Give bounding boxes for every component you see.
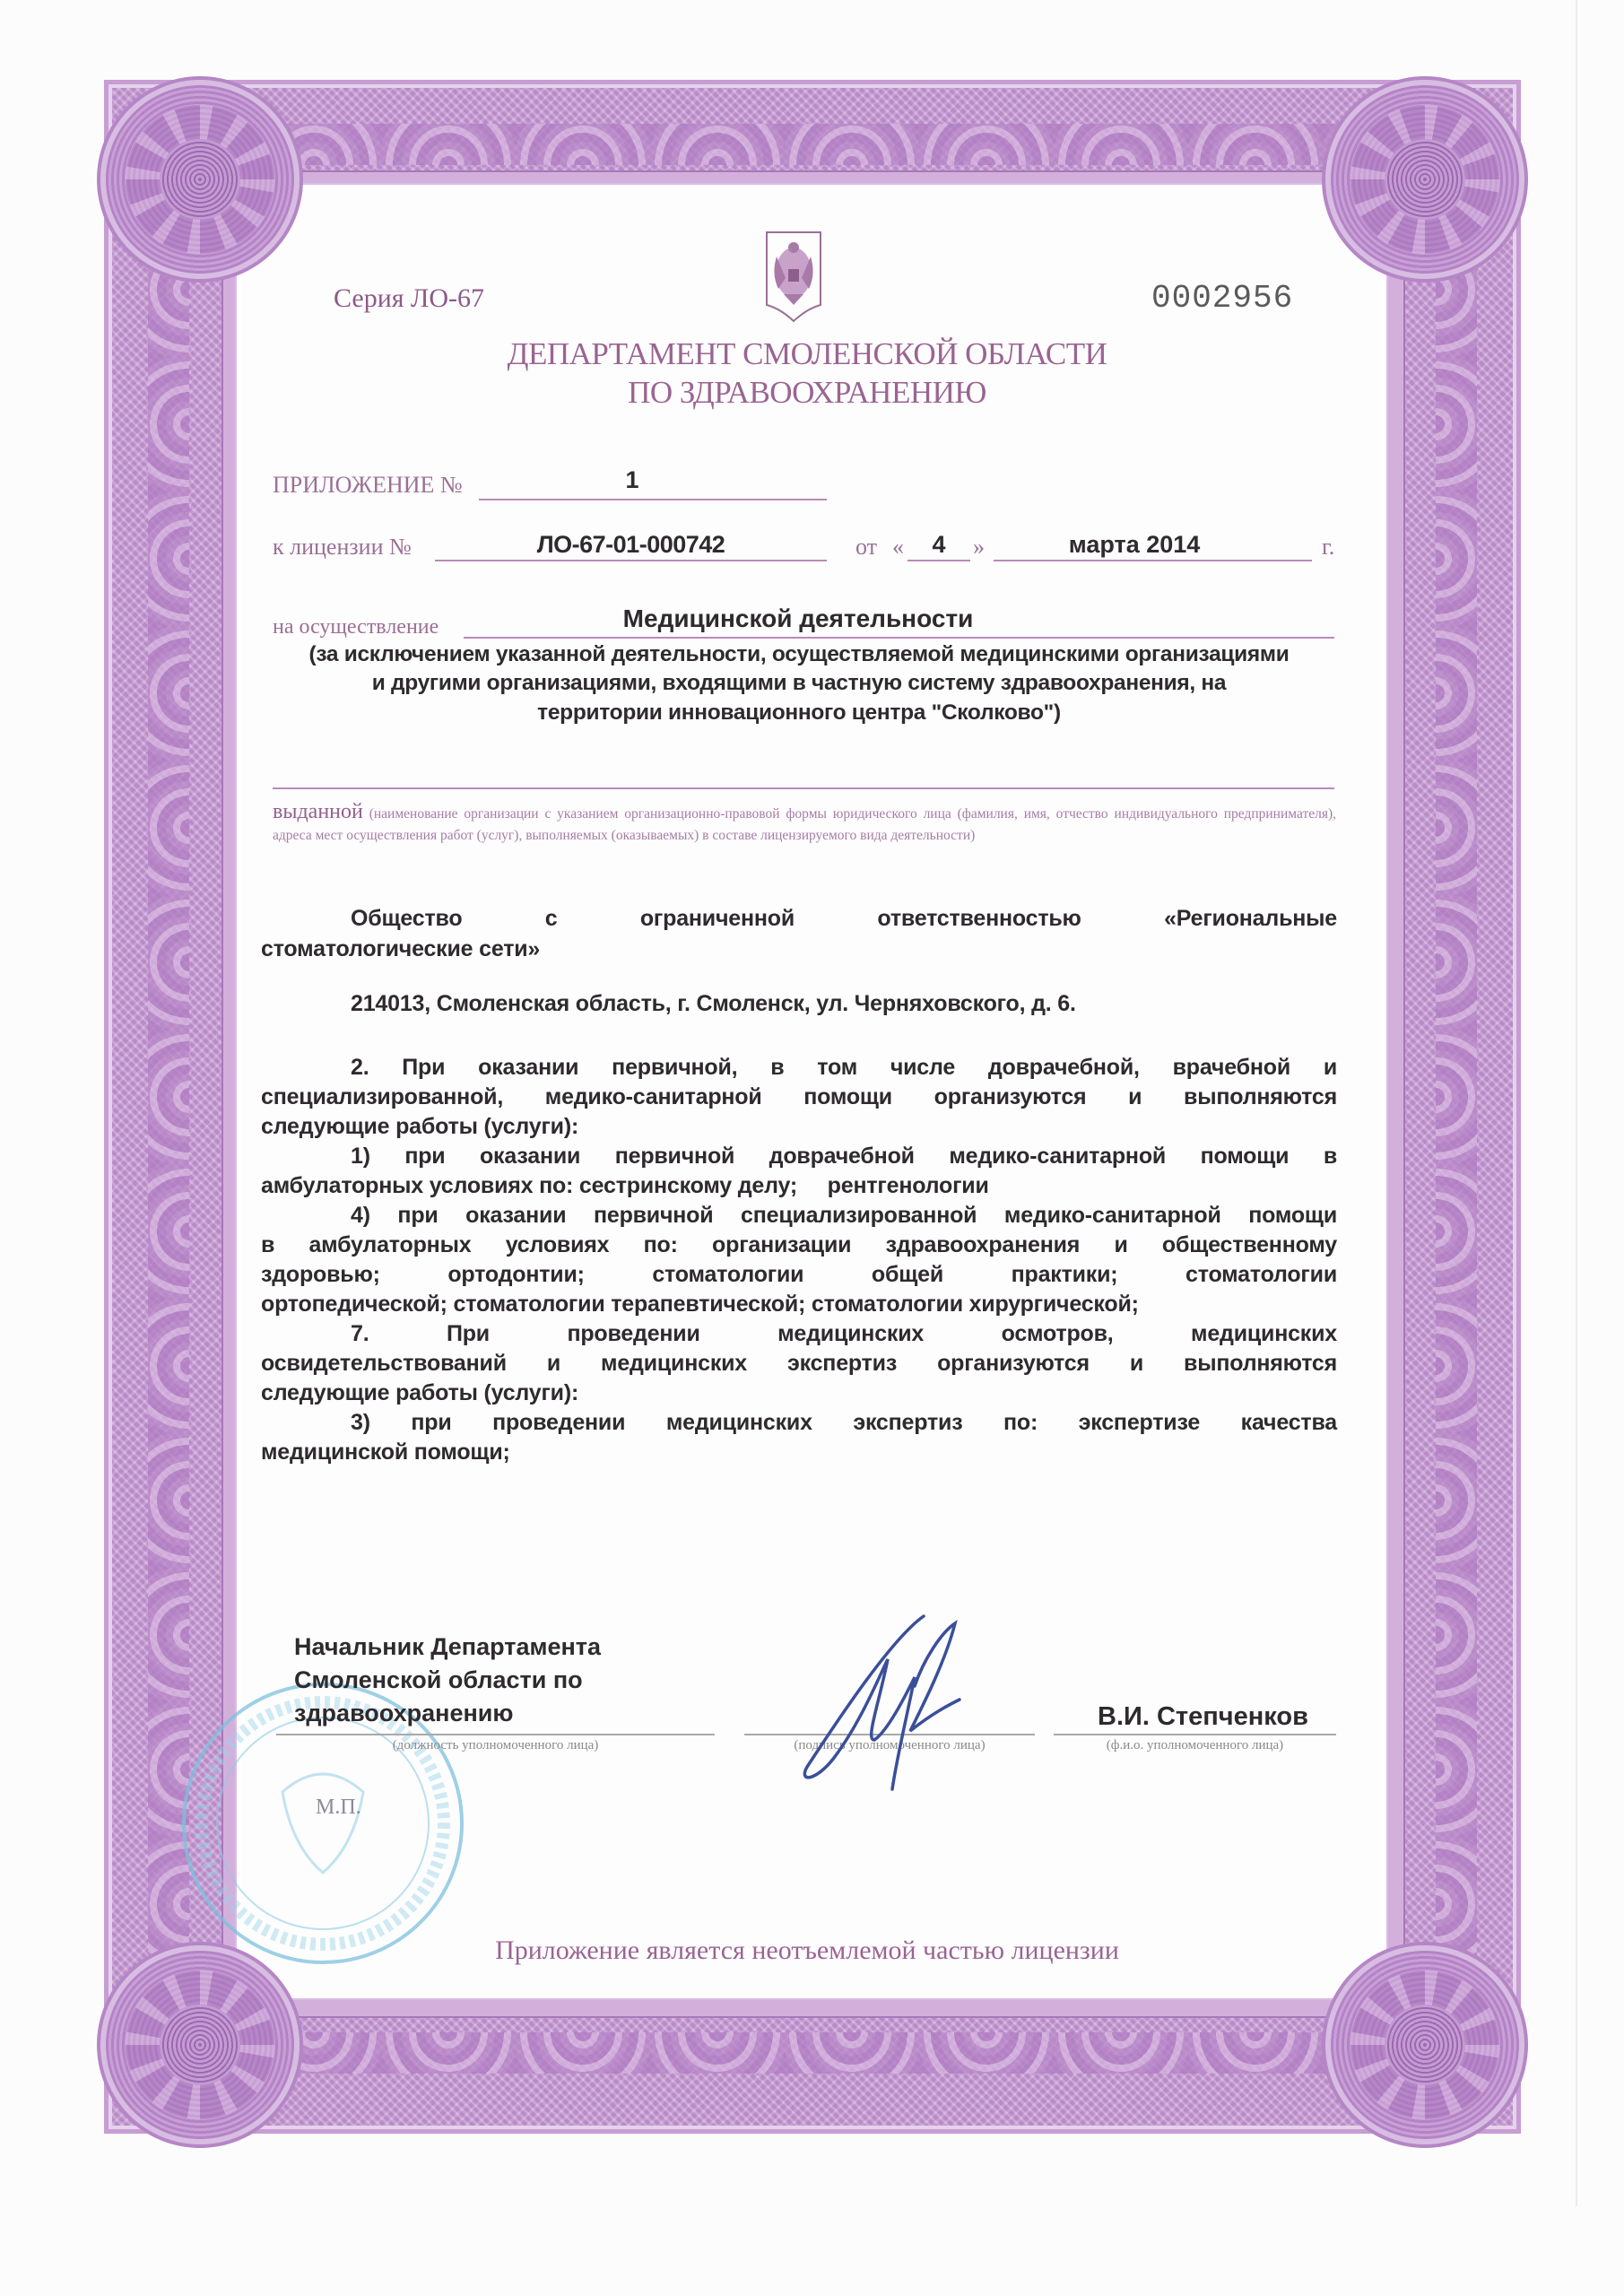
name-caption: (ф.и.о. уполномоченного лица) [1106,1738,1284,1752]
corner-rosette-icon [1331,85,1519,274]
license-day: 4 [932,531,946,558]
corner-rosette-icon [106,85,294,274]
year-suffix: г. [1322,534,1335,560]
service-line: медицинской помощи; [261,1439,510,1465]
handwritten-signature-icon [789,1605,1022,1803]
license-month-year: марта 2014 [1068,531,1201,558]
stamp-place-label: М.П. [316,1796,361,1819]
organization-line: стоматологические сети» [261,936,541,961]
signatory-position-line: Смоленской области по [294,1666,583,1693]
license-from-label: от [855,534,878,560]
coat-of-arms-icon [764,230,823,323]
appendix-label: ПРИЛОЖЕНИЕ № [273,472,463,498]
appendix-underline [479,499,827,500]
activity-exception-line: (за исключением указанной деятельности, осуществляемой медицинскими организациями [308,642,1290,666]
signature-caption: (подпись уполномоченного лица) [794,1738,986,1752]
appendix-number: 1 [625,466,639,493]
month-underline [994,560,1312,561]
activity-exception-line: и другими организациями, входящими в частную систему здравоохранения, на [371,671,1227,695]
service-line: 7. При проведении медицинских осмотров, медицинских [351,1321,1337,1346]
quote-open: « [892,534,904,560]
position-caption: (должность уполномоченного лица) [392,1738,599,1752]
license-number-underline [435,560,827,561]
service-line: 2. При оказании первичной, в том числе доврачебной, врачебной и [351,1055,1337,1080]
frame-wave-bottom [247,2032,1378,2074]
service-line: 1) при оказании первичной доврачебной медико-санитарной помощи в [351,1144,1337,1169]
footer-note: Приложение является неотъемлемой частью лицензии [495,1935,1119,1965]
signatory-position [294,1631,601,1730]
issued-note-block [273,801,1336,847]
license-label: к лицензии № [273,534,412,560]
service-line: 3) при проведении медицинских экспертиз по: экспертизе качества [351,1410,1337,1435]
frame-wave-top [247,124,1378,165]
quote-close: » [973,534,985,560]
service-line: следующие работы (услуги): [261,1380,579,1405]
activity-underline [464,637,1334,639]
issued-note: (наименование организации с указанием организационно-правовой формы юридического лица (фамилия, имя, отчество индивидуального предпринимателя), адреса мест осуществления работ (услуг), выполняемых (оказываемых) в составе лицензируемого вида деятельности) [273,806,1337,843]
position-underline [276,1734,715,1735]
form-serial-number: 0002956 [1151,280,1294,317]
organization-line: Общество с ограниченной ответственностью «Региональные [351,906,1337,931]
service-line: в амбулаторных условиях по: организации здравоохранения и общественному [261,1232,1337,1257]
corner-rosette-icon [1331,1951,1519,2139]
activity-value: Медицинской деятельности [622,604,974,632]
activity-exception-line: территории инновационного центра "Сколково") [537,700,1061,725]
signatory-name: В.И. Степченков [1098,1702,1308,1731]
organization-address: 214013, Смоленская область, г. Смоленск, ул. Черняховского, д. 6. [351,991,1076,1016]
corner-rosette-icon [106,1951,294,2139]
service-line: освидетельствований и медицинских экспертиз организуются и выполняются [261,1351,1337,1376]
name-underline [1054,1734,1336,1735]
scan-edge-line [1576,0,1577,2206]
service-line: здоровью; ортодонтии; стоматологии общей практики; стоматологии [261,1262,1337,1287]
series-label: Серия ЛО-67 [334,283,485,313]
issued-label: выданной [273,800,363,823]
service-line: амбулаторных условиях по: сестринскому делу; рентгенологии [261,1173,989,1198]
signatory-position-line: здравоохранению [294,1700,514,1726]
day-underline [908,560,970,561]
license-number: ЛО-67-01-000742 [536,531,725,558]
service-line: ортопедической; стоматологии терапевтической; стоматологии хирургической; [261,1292,1139,1317]
signatory-position-line: Начальник Департамента [294,1633,602,1660]
frame-wave-right [1436,222,1477,1991]
service-line: 4) при оказании первичной специализированной медико-санитарной помощи [351,1203,1337,1228]
service-line: следующие работы (услуги): [261,1114,579,1139]
issued-separator-line [273,787,1334,789]
service-line: специализированной, медико-санитарной помощи организуются и выполняются [261,1084,1337,1109]
activity-label: на осуществление [273,615,439,639]
department-subtitle: ПО ЗДРАВООХРАНЕНИЮ [628,375,986,410]
department-title: ДЕПАРТАМЕНТ СМОЛЕНСКОЙ ОБЛАСТИ [507,336,1107,371]
